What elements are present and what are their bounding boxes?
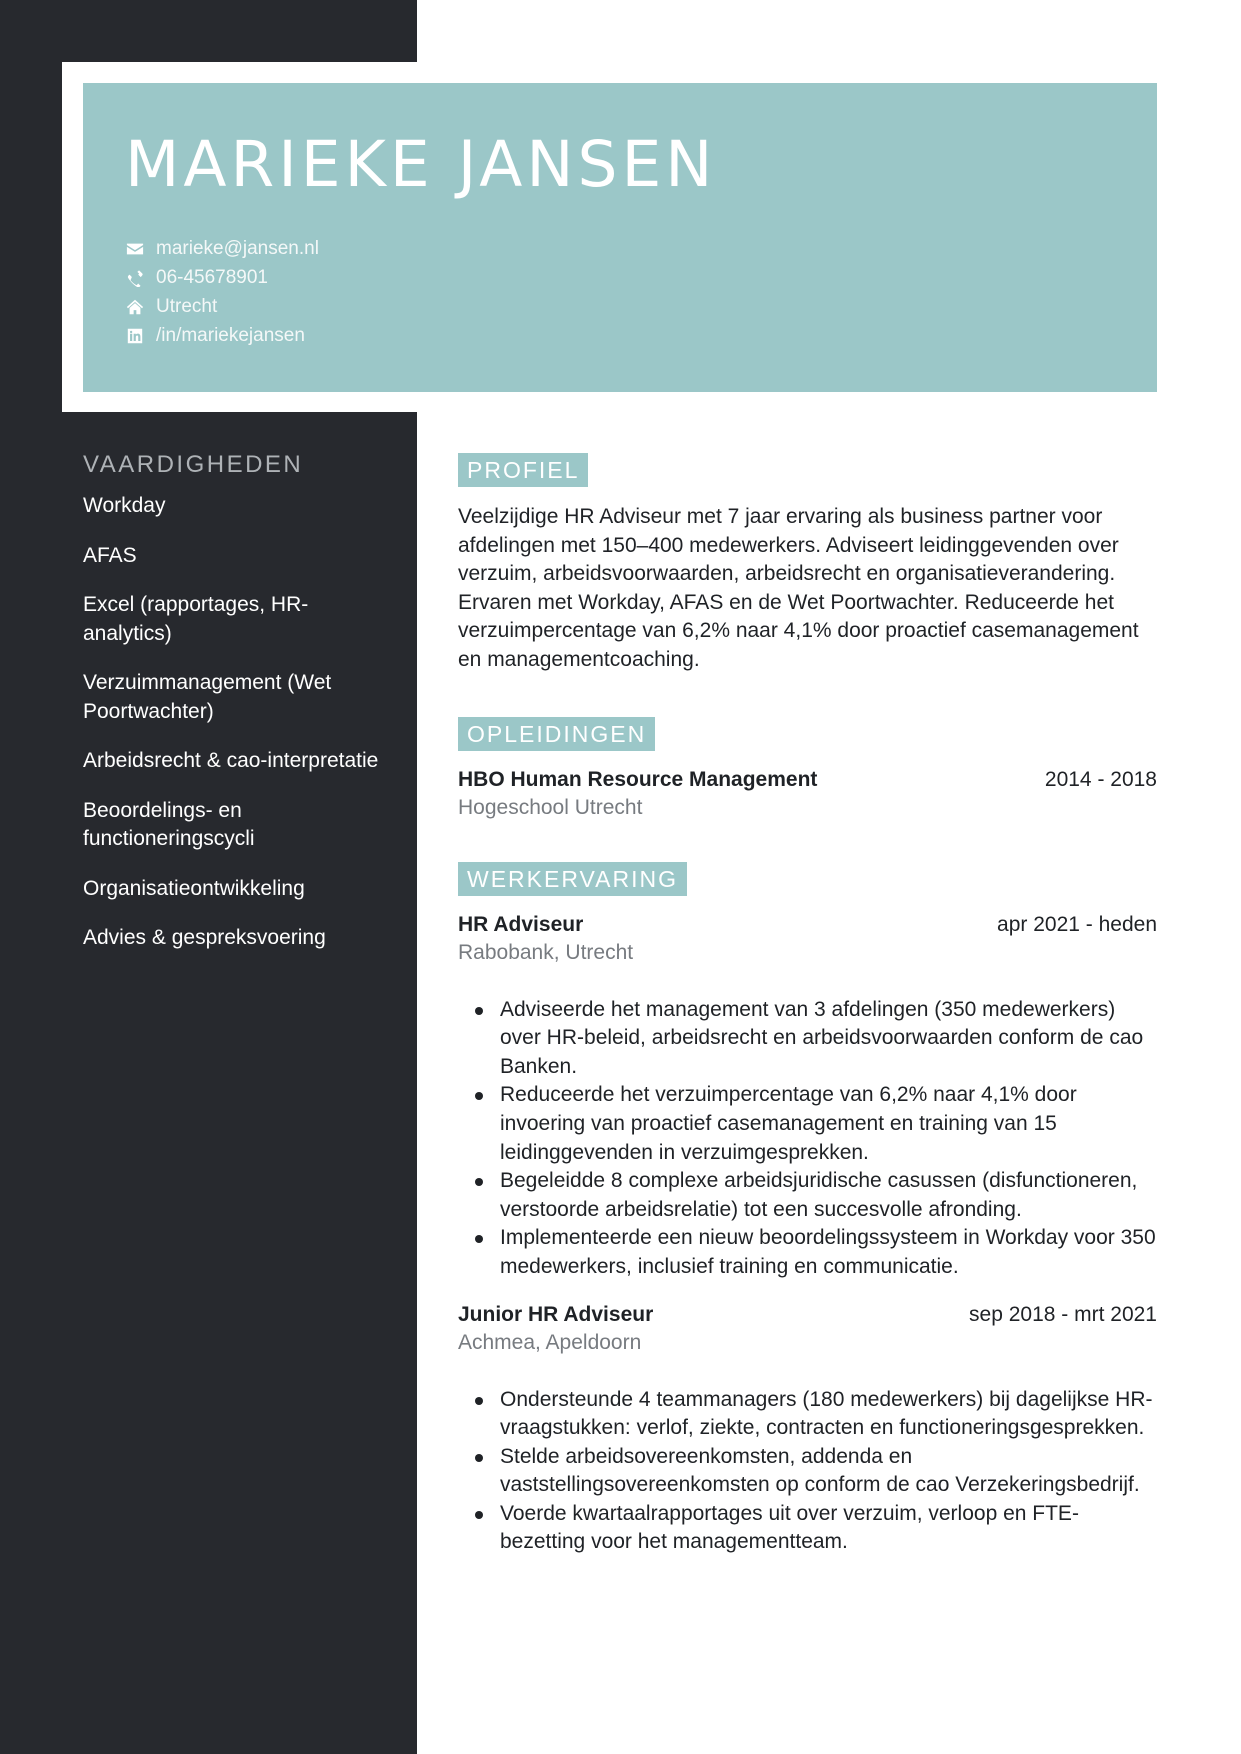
contact-text: Utrecht [156, 295, 218, 317]
education-section [458, 717, 1157, 822]
education-dates: 2014 - 2018 [1044, 767, 1157, 791]
entry-head [458, 911, 1157, 939]
contact-text: marieke@jansen.nl [156, 237, 319, 259]
home-icon [125, 297, 145, 317]
degree-title: HBO Human Resource Management [458, 767, 818, 791]
envelope-icon [125, 239, 145, 259]
contact-email [125, 234, 319, 263]
bullet-item: Voerde kwartaalrapportages uit over verzuim, verloop en FTE-bezetting voor het managementteam. [458, 1500, 1157, 1557]
skills-title: VAARDIGHEDEN [83, 451, 304, 478]
job-role: Junior HR Adviseur [458, 1302, 654, 1326]
entry-head [458, 1301, 1157, 1329]
education-title: OPLEIDINGEN [458, 717, 655, 751]
job-dates: sep 2018 - mrt 2021 [969, 1302, 1157, 1326]
job-entry [458, 911, 1157, 1282]
bullet-item: Adviseerde het management van 3 afdelingen (350 medewerkers) over HR-beleid, arbeidsrecht en arbeidsvoorwaarden conform de cao Banken. [458, 996, 1157, 1082]
job-role: HR Adviseur [458, 912, 584, 936]
bullet-item: Reduceerde het verzuimpercentage van 6,2% naar 4,1% door invoering van proactief casemanagement en training van 15 leidinggevenden in verzuimgesprekken. [458, 1081, 1157, 1167]
contact-text: /in/mariekejansen [156, 324, 305, 346]
profile-section [458, 453, 1157, 675]
bullet-item: Implementeerde een nieuw beoordelingssysteem in Workday voor 350 medewerkers, inclusief training en communicatie. [458, 1224, 1157, 1281]
skill-item: Arbeidsrecht & cao-interpretatie [83, 749, 379, 773]
job-company: Achmea, Apeldoorn [458, 1330, 642, 1354]
candidate-name: MARIEKE JANSEN [125, 128, 717, 201]
school-name: Hogeschool Utrecht [458, 795, 643, 819]
skill-item: AFAS [83, 543, 137, 567]
skill-item: Organisatieontwikkeling [83, 876, 305, 900]
entry-head [458, 766, 1157, 794]
education-entry [458, 766, 1157, 822]
contact-list [125, 234, 319, 350]
phone-icon [125, 268, 145, 288]
bullet-item: Stelde arbeidsovereenkomsten, addenda en vaststellingsovereenkomsten op conform de cao Verzekeringsbedrijf. [458, 1443, 1157, 1500]
profile-text: Veelzijdige HR Adviseur met 7 jaar ervaring als business partner voor afdelingen met 150–400 medewerkers. Adviseert leidinggevenden over verzuim, arbeidsvoorwaarden, arbeidsrecht en organisatieverandering. Ervaren met Workday, AFAS en de Wet Poortwachter. Reduceerde het verzuimpercentage van 6,2% naar 4,1% door proactief casemanagement en managementcoaching. [458, 505, 1139, 671]
skill-item: Beoordelings- en functioneringscycli [83, 798, 255, 851]
job-entry [458, 1301, 1157, 1558]
skill-item: Excel (rapportages, HR-analytics) [83, 593, 309, 645]
experience-title: WERKERVARING [458, 862, 687, 896]
skill-item: Advies & gespreksvoering [83, 926, 326, 950]
job-dates: apr 2021 - heden [997, 912, 1157, 936]
main-content [458, 453, 1157, 1557]
job-company: Rabobank, Utrecht [458, 940, 634, 964]
skill-item: Verzuimmanagement (Wet Poortwachter) [83, 671, 332, 723]
contact-location [125, 292, 319, 321]
bullet-item: Ondersteunde 4 teammanagers (180 medewerkers) bij dagelijkse HR-vraagstukken: verlof, ziekte, contracten en functioneringsgesprekken. [458, 1386, 1157, 1443]
linkedin-icon [125, 326, 145, 346]
skills-section [83, 452, 393, 974]
experience-section [458, 862, 1157, 1558]
job-bullets [458, 996, 1157, 1282]
profile-title: PROFIEL [458, 453, 588, 487]
bullet-item: Begeleidde 8 complexe arbeidsjuridische casussen (disfunctioneren, verstoorde arbeidsrelatie) tot een succesvolle afronding. [458, 1167, 1157, 1224]
skill-item: Workday [83, 494, 166, 518]
contact-text: 06-45678901 [156, 266, 268, 288]
contact-linkedin [125, 321, 319, 350]
header [83, 83, 1157, 392]
skills-list [83, 492, 393, 953]
contact-phone [125, 263, 319, 292]
job-bullets [458, 1386, 1157, 1558]
